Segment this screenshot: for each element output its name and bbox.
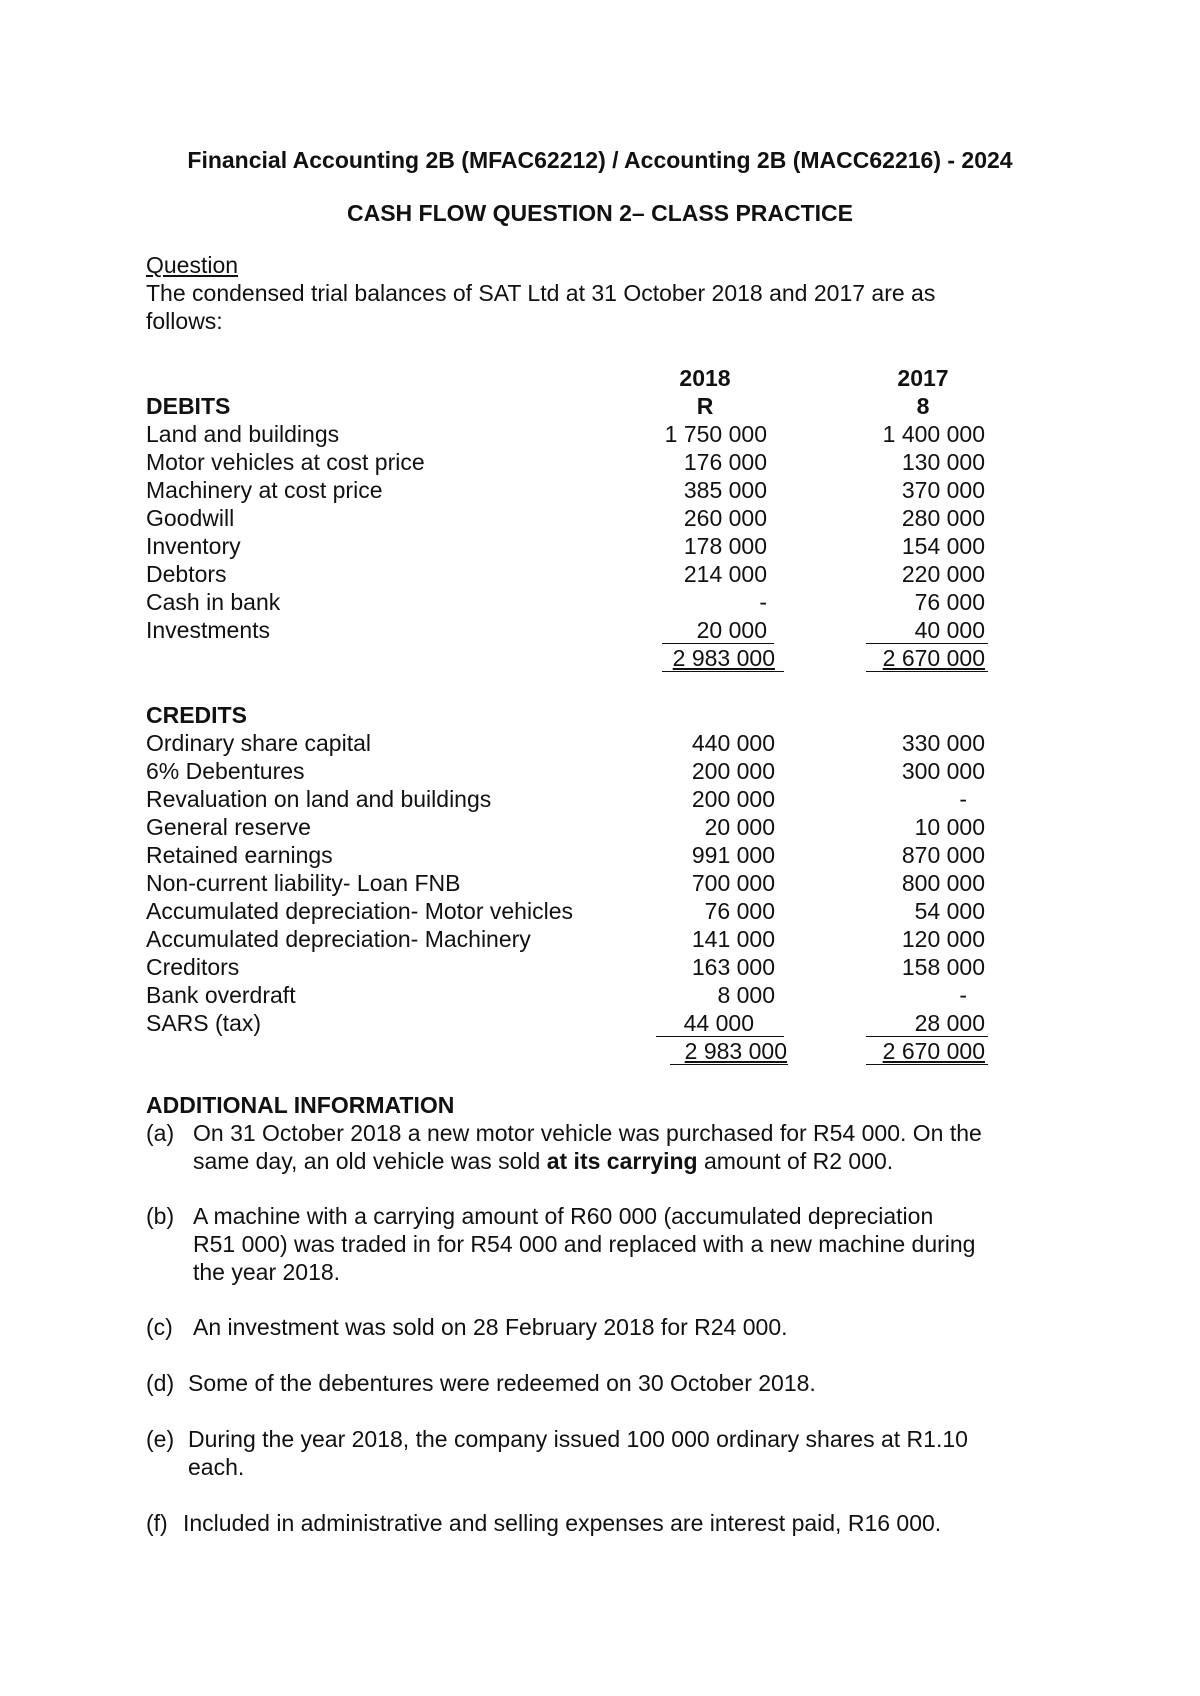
debit-value-2018: 20 000 [696,617,767,643]
credit-value-2017: 330 000 [901,730,985,756]
question-title: CASH FLOW QUESTION 2– CLASS PRACTICE [346,200,854,226]
column-header-2017: 2017 [897,365,949,391]
item-marker-f: (f) [146,1510,168,1536]
credit-label: Bank overdraft [146,982,296,1008]
credit-value-2018: 163 000 [691,954,775,980]
intro-line-2: follows: [146,308,223,334]
credit-value-2017: 158 000 [901,954,985,980]
credit-value-2017: - [959,982,967,1008]
credit-value-2018: 200 000 [691,758,775,784]
credit-label: Accumulated depreciation- Motor vehicles [146,898,573,924]
credit-value-2018: 200 000 [691,786,775,812]
item-marker-c: (c) [146,1314,173,1340]
additional-info-heading: ADDITIONAL INFORMATION [146,1092,455,1118]
credit-label: General reserve [146,814,311,840]
credit-value-2017: 54 000 [914,898,985,924]
debits-total-rule-2017 [866,671,988,672]
credit-value-2017: 870 000 [901,842,985,868]
credits-total-2018: 2 983 000 [684,1038,787,1064]
credit-value-2017: 28 000 [914,1010,985,1036]
unit-2018: R [696,393,714,419]
item-a-line-1: On 31 October 2018 a new motor vehicle was purchased for R54 000. On the [193,1120,982,1146]
course-title: Financial Accounting 2B (MFAC62212) / Accounting 2B (MACC62216) - 2024 [187,147,1013,173]
debit-value-2018: 178 000 [683,533,767,559]
debit-value-2018: - [759,589,767,615]
credit-value-2018: 8 000 [717,982,775,1008]
debit-label: Cash in bank [146,589,281,615]
item-b-line-3: the year 2018. [193,1259,341,1285]
debit-value-2018: 385 000 [683,477,767,503]
debits-total-2017: 2 670 000 [882,645,985,671]
item-e-line-1: During the year 2018, the company issued 100 000 ordinary shares at R1.10 [188,1426,968,1452]
item-a-line-2-pre: same day, an old vehicle was sold [193,1148,547,1174]
credit-value-2017: 120 000 [901,926,985,952]
item-marker-b: (b) [146,1203,175,1229]
credit-value-2017: 300 000 [901,758,985,784]
debit-value-2018: 214 000 [683,561,767,587]
debit-value-2017: 220 000 [901,561,985,587]
item-marker-d: (d) [146,1370,175,1396]
credits-heading: CREDITS [146,702,247,728]
debit-value-2017: 280 000 [901,505,985,531]
credit-label: Non-current liability- Loan FNB [146,870,461,896]
item-b-line-1: A machine with a carrying amount of R60 000 (accumulated depreciation [193,1203,934,1229]
debits-total-2018: 2 983 000 [672,645,775,671]
credit-label: Revaluation on land and buildings [146,786,492,812]
debit-value-2017: 130 000 [901,449,985,475]
credit-value-2018: 44 000 [683,1010,754,1036]
question-heading: Question [146,252,239,278]
debit-label: Land and buildings [146,421,340,447]
item-b-line-2: R51 000) was traded in for R54 000 and replaced with a new machine during [193,1231,976,1257]
item-a-emphasis: at its carrying [546,1148,698,1174]
debit-value-2018: 260 000 [683,505,767,531]
item-f-line-1: Included in administrative and selling expenses are interest paid, R16 000. [183,1510,942,1536]
credit-label: 6% Debentures [146,758,305,784]
credit-label: Retained earnings [146,842,333,868]
debit-value-2017: 1 400 000 [882,421,985,447]
debits-total-rule-2018 [662,671,784,672]
debits-heading: DEBITS [146,393,231,419]
debit-label: Goodwill [146,505,235,531]
credit-value-2018: 440 000 [691,730,775,756]
credit-label: Creditors [146,954,240,980]
credit-value-2018: 991 000 [691,842,775,868]
credit-value-2017: - [959,786,967,812]
credit-label: SARS (tax) [146,1010,262,1036]
item-a-line-2 [193,1147,893,1175]
debit-label: Debtors [146,561,227,587]
debit-label: Investments [146,617,270,643]
credits-total-rule-2018 [670,1064,788,1065]
item-c-line-1: An investment was sold on 28 February 2018 for R24 000. [193,1314,788,1340]
debit-value-2017: 154 000 [901,533,985,559]
debit-value-2017: 76 000 [914,589,985,615]
credits-total-2017: 2 670 000 [882,1038,985,1064]
credit-label: Accumulated depreciation- Machinery [146,926,531,952]
credits-total-rule-2017 [866,1064,988,1065]
credit-label: Ordinary share capital [146,730,371,756]
debit-value-2017: 40 000 [914,617,985,643]
item-a-line-2-post: amount of R2 000. [697,1148,894,1174]
column-header-2018: 2018 [679,365,731,391]
debit-label: Inventory [146,533,241,559]
debit-value-2017: 370 000 [901,477,985,503]
credit-value-2018: 141 000 [691,926,775,952]
debit-label: Motor vehicles at cost price [146,449,425,475]
item-marker-e: (e) [146,1426,175,1452]
item-e-line-2: each. [188,1454,245,1480]
item-marker-a: (a) [146,1120,175,1146]
unit-2017: 8 [916,393,930,419]
debit-label: Machinery at cost price [146,477,383,503]
intro-line-1: The condensed trial balances of SAT Ltd at 31 October 2018 and 2017 are as [146,280,936,306]
debit-value-2018: 1 750 000 [664,421,767,447]
credit-value-2018: 20 000 [704,814,775,840]
credit-value-2018: 700 000 [691,870,775,896]
credit-value-2018: 76 000 [704,898,775,924]
credit-value-2017: 10 000 [914,814,985,840]
debit-value-2018: 176 000 [683,449,767,475]
credit-value-2017: 800 000 [901,870,985,896]
item-d-line-1: Some of the debentures were redeemed on 30 October 2018. [188,1370,816,1396]
